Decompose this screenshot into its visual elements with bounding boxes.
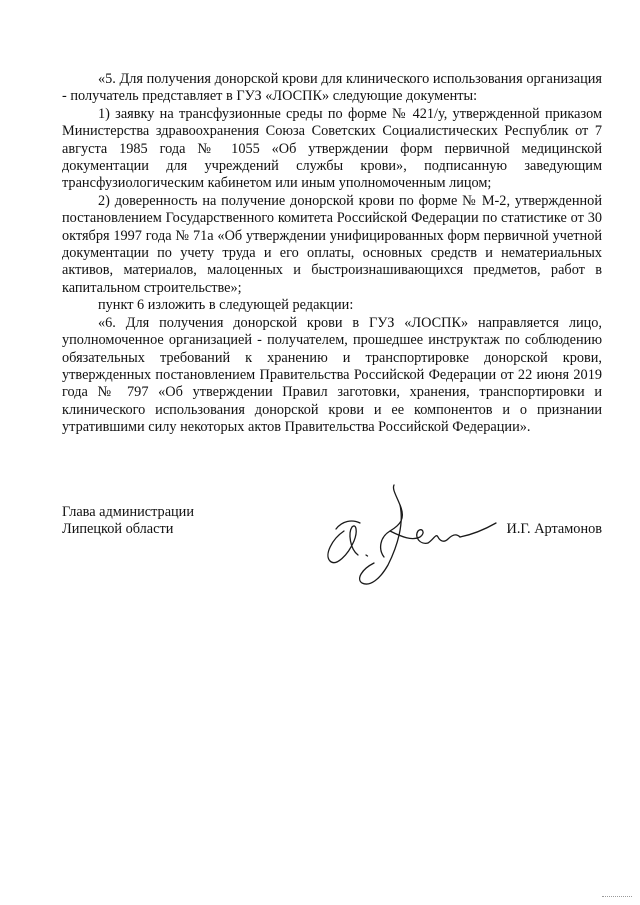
paragraph-item-5: «5. Для получения донорской крови для клинического использования организация - получатель представляет в ГУЗ «ЛОСПК» следующие документы: (62, 71, 602, 105)
document-body (62, 71, 602, 437)
paragraph-subitem-1: 1) заявку на трансфузионные среды по форме № 421/у, утвержденной приказом Министерства здравоохранения Союза Советских Социалистических Республик от 7 августа 1985 года № 1055 «Об утверждении форм первичной медицинской документации для учреждений службы крови», подписанную заведующим трансфузиологическим кабинетом или иным уполномоченным лицом; (62, 105, 602, 192)
signatory-title-line1: Глава администрации (62, 504, 194, 520)
paragraph-subitem-2: 2) доверенность на получение донорской крови по форме № М-2, утвержденной постановлением Государственного комитета Российской Федерации по статистике от 30 октября 1997 года № 71а «Об утверждении унифицированных форм первичной учетной документации по учету труда и его оплаты, основных средств и нематериальных активов, материалов, малоценных и быстроизнашивающихся предметов, работ в капитальном строительстве»; (62, 192, 602, 296)
signatory-title-line2: Липецкой области (62, 521, 174, 538)
signature-block (62, 504, 602, 584)
signatory-name: И.Г. Артамонов (506, 521, 602, 537)
signatory-title (62, 504, 194, 539)
handwritten-signature (314, 479, 504, 594)
page-corner-mark (602, 896, 632, 899)
paragraph-amendment-intro: пункт 6 изложить в следующей редакции: (98, 297, 354, 314)
paragraph-item-6: «6. Для получения донорской крови в ГУЗ «ЛОСПК» направляется лицо, уполномоченное организацией - получателем, прошедшее инструктаж по соблюдению обязательных требований к хранению и транспортировке донорской крови, утвержденных постановлением Правительства Российской Федерации от 22 июня 2019 года № 797 «Об утверждении Правил заготовки, хранения, транспортировки и клинического использования донорской крови и ее компонентов и о признании утратившими силу некоторых актов Правительства Российской Федерации». (62, 314, 602, 436)
